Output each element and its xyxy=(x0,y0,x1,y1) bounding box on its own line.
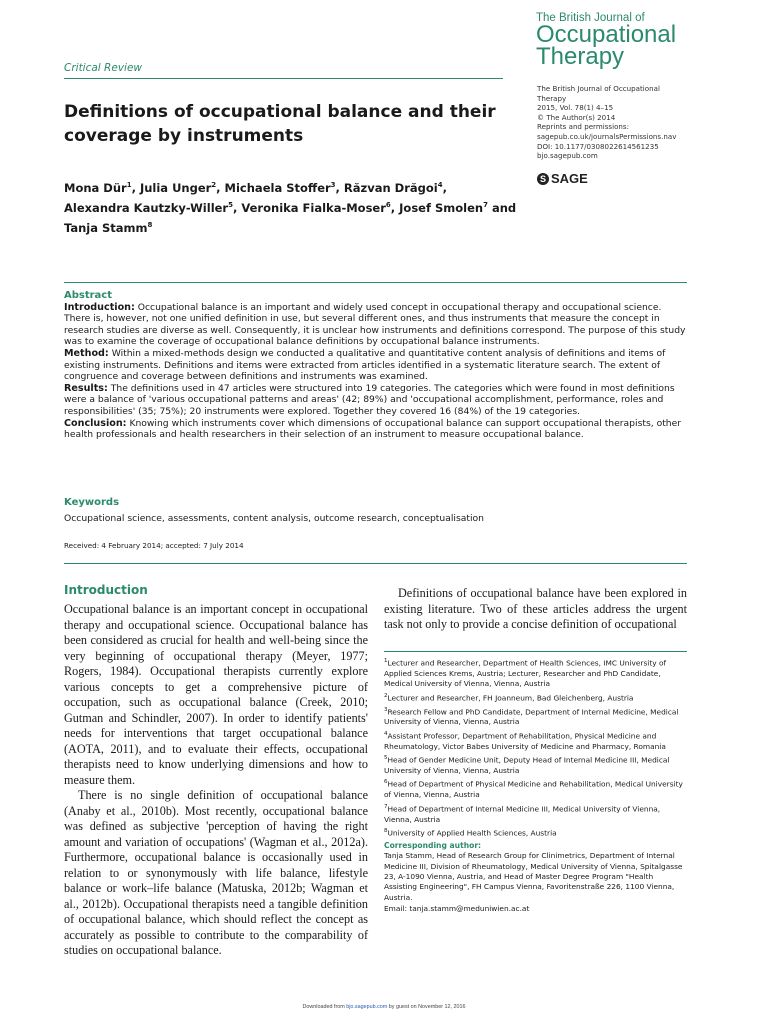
author-list: Mona Dür$^1$, Julia Unger$^2$, Michaela Stoffer$^3$, Răzvan Drăgoi$^4$, Alexandra Kautzky-Willer$^5$, Veronika Fialka-Moser$^6$, Josef Smolen$^7$ and Tanja Stamm$^8$ xyxy=(64,180,517,235)
author-and: and xyxy=(491,200,517,215)
affiliation xyxy=(384,656,688,690)
publisher-logo xyxy=(537,171,588,186)
body-paragraph: Occupational balance is an important concept in occupational therapy and occupational science. Occupational balance has been considered as crucial for health and well-being since the very beginning of occupational therapy (Meyer, 1977; Rogers, 1984). Occupational therapists currently explore various concepts to get a comprehensive picture of occupation, such as occupational balance (Creek, 2010; Gutman and Schindler, 2007). In order to identify patients' needs for interventions that target occupational balance (AOTA, 2011), and to evaluate their effects, occupational therapists need to know underlying dimensions and how to measure them. xyxy=(64,602,368,787)
affiliation-text: Lecturer and Researcher, Department of Health Sciences, IMC University of Applied Sciences Krems, Austria; Lecturer, Researcher and PhD Candidate, Medical University of Vienna, Vienna, Austria xyxy=(384,658,667,689)
author-name: Mona Dür xyxy=(64,180,127,195)
author-name: Michaela Stoffer xyxy=(224,180,331,195)
author-affiliation-mark: 7 xyxy=(483,200,488,209)
divider xyxy=(384,651,687,652)
author-affiliation-mark: 4 xyxy=(437,181,443,189)
affiliation-mark: 2 xyxy=(384,692,388,699)
author-affiliation-mark: 8 xyxy=(147,220,153,229)
download-footer xyxy=(0,1004,768,1010)
author-name: Tanja Stamm xyxy=(64,220,148,235)
affiliation xyxy=(384,691,688,704)
journal-meta-line: 2015, Vol. 78(1) 4–15 xyxy=(537,103,614,113)
abstract xyxy=(64,290,688,441)
abstract-label: Results: xyxy=(64,382,108,394)
author-affiliation-mark: 5 xyxy=(228,200,233,209)
divider xyxy=(64,563,687,564)
affiliation xyxy=(384,705,688,728)
affiliation-text: University of Applied Health Sciences, Austria xyxy=(387,828,557,838)
journal-logo-line3: Therapy xyxy=(536,43,625,70)
affiliation-text: Assistant Professor, Department of Rehabilitation, Physical Medicine and Rheumatology, Victor Babes University of Medicine and Pharmacy, Romania xyxy=(384,731,666,751)
journal-logo xyxy=(536,12,736,68)
journal-meta-line[interactable]: sagepub.co.uk/journalsPermissions.nav xyxy=(537,131,677,141)
abstract-text: Within a mixed-methods design we conducted a qualitative and quantitative content analysis of definitions and items of existing instruments. Definitions and items were extracted from articles identified in a systematic literature search. The extent of congruence and coverage between definitions and instruments was examined. xyxy=(64,347,666,383)
affiliation xyxy=(384,729,688,752)
abstract-text: Knowing which instruments cover which dimensions of occupational balance can support occupational therapists, other health professionals and health researchers in their selection of an instrument to measure occupational balance. xyxy=(64,417,682,441)
divider xyxy=(64,78,503,79)
abstract-section xyxy=(64,418,688,441)
journal-meta-line: Reprints and permissions: xyxy=(537,122,630,132)
affiliation-mark: 3 xyxy=(384,706,388,713)
body-paragraph: There is no single definition of occupational balance (Anaby et al., 2010b). Most recently, occupational balance was defined as subjective 'perception of having the right amount and variation of occupations' (Wagman et al., 2012a). Furthermore, occupational balance is occasionally used in relation to or synonymously with life balance, lifestyle balance or work–life balance (Matuska, 2012b; Wagman et al., 2012b). Occupational therapists need a tangible definition of occupational balance, which should reflect the concept as accurately as possible to contribute to the comparability of studies on occupational balance. xyxy=(64,788,368,957)
author-name: Alexandra Kautzky-Willer xyxy=(64,200,229,215)
introduction-heading: Introduction xyxy=(64,583,148,597)
article-title: Definitions of occupational balance and their coverage by instruments xyxy=(64,102,496,146)
received-dates: Received: 4 February 2014; accepted: 7 July 2014 xyxy=(64,541,244,550)
abstract-heading: Abstract xyxy=(64,290,113,301)
affiliation-text: Head of Department of Physical Medicine and Rehabilitation, Medical University of Vienna, Vienna, Austria xyxy=(384,779,683,800)
affiliation-mark: 1 xyxy=(384,658,388,664)
author-affiliation-mark: 2 xyxy=(211,181,217,189)
article-type: Critical Review xyxy=(64,62,142,74)
affiliation xyxy=(384,777,688,800)
abstract-label: Conclusion: xyxy=(64,417,127,429)
author-name: Răzvan Drăgoi xyxy=(343,180,438,195)
author-affiliation-mark: 6 xyxy=(385,200,391,209)
journal-meta xyxy=(537,84,727,161)
affiliations xyxy=(384,656,688,916)
affiliation-text: Lecturer and Researcher, FH Joanneum, Bad Gleichenberg, Austria xyxy=(387,693,634,703)
keywords-text: Occupational science, assessments, content analysis, outcome research, conceptualisation xyxy=(64,513,484,524)
publisher-name: SAGE xyxy=(551,171,588,186)
abstract-text: Occupational balance is an important and widely used concept in occupational therapy and occupational science. There is, however, not one unified definition in use, but several different ones, and thus instruments that measure the concept in research studies are diverse as well. Consequently, it is unclear how instruments and definitions correspond. The purpose of this study was to examine the coverage of occupational balance definitions by occupational balance instruments. xyxy=(64,301,686,348)
author-name: Julia Unger xyxy=(139,180,212,195)
affiliation-mark: 6 xyxy=(384,779,388,786)
corresponding-author-heading: Corresponding author: xyxy=(384,840,482,850)
affiliation-mark: 7 xyxy=(384,803,388,810)
abstract-text: The definitions used in 47 articles were structured into 19 categories. The categories which were found in most definitions were a balance of 'various occupational patterns and areas' (42; 89%) and 'occupational accomplishment, performance, roles and responsibilities' (35; 75%); 20 instruments were explored. Together they covered 16 (84%) of the 19 categories. xyxy=(64,382,675,417)
affiliation-mark: 5 xyxy=(384,755,388,762)
affiliation-mark: 8 xyxy=(384,827,388,834)
abstract-section xyxy=(64,348,688,383)
journal-meta-line[interactable]: bjo.sagepub.com xyxy=(537,151,598,161)
footer-suffix: by guest on November 12, 2016 xyxy=(388,1004,466,1010)
abstract-section xyxy=(64,383,688,418)
author-affiliation-mark: 1 xyxy=(126,181,132,189)
affiliation-mark: 4 xyxy=(384,730,388,737)
corresponding-author-email[interactable]: Email: tanja.stamm@meduniwien.ac.at xyxy=(384,904,530,914)
introduction-column-2 xyxy=(384,586,687,633)
keywords-heading: Keywords xyxy=(64,497,120,508)
author-name: Josef Smolen xyxy=(399,200,484,215)
body-paragraph: Definitions of occupational balance have been explored in existing literature. Two of these articles address the urgent task not only to provide a concise definition of occupational xyxy=(384,586,687,631)
affiliation-text: Head of Gender Medicine Unit, Deputy Head of Internal Medicine III, Medical University of Vienna, Vienna, Austria xyxy=(384,755,670,775)
journal-meta-line: Therapy xyxy=(537,93,567,103)
abstract-section xyxy=(64,302,688,348)
affiliation-text: Head of Department of Internal Medicine III, Medical University of Vienna, Vienna, Austria xyxy=(384,804,661,824)
abstract-label: Introduction: xyxy=(64,301,135,313)
journal-meta-line: DOI: 10.1177/0308022614561235 xyxy=(537,141,659,151)
footer-prefix: Downloaded from xyxy=(302,1004,345,1010)
journal-meta-line: The British Journal of Occupational xyxy=(537,84,660,93)
affiliation xyxy=(384,753,688,776)
divider xyxy=(64,282,687,283)
footer-link[interactable]: bjo.sagepub.com xyxy=(346,1004,388,1010)
affiliation xyxy=(384,802,688,825)
journal-meta-line: © The Author(s) 2014 xyxy=(537,112,616,122)
introduction-column-1 xyxy=(64,602,368,959)
affiliation-text: Research Fellow and PhD Candidate, Department of Internal Medicine, Medical University of Vienna, Vienna, Austria xyxy=(384,707,679,727)
author-name: Veronika Fialka-Moser xyxy=(241,200,386,215)
sage-icon: S xyxy=(537,173,549,185)
author-affiliation-mark: 3 xyxy=(330,181,336,189)
journal-logo-line1: The British Journal of xyxy=(536,12,645,24)
journal-logo-line2: Occupational xyxy=(536,21,677,48)
abstract-label: Method: xyxy=(64,347,109,359)
affiliation xyxy=(384,826,688,839)
corresponding-author-text: Tanja Stamm, Head of Research Group for Clinimetrics, Department of Internal Medicine III, Division of Rheumatology, Medical University of Vienna, Spitalgasse 23, A-1090 Vienna, Austria, and Head of Master Degree Program "Health Assisting Engineering", FH Campus Vienna, Favoritenstraße 226, 1100 Vienna, Austria. xyxy=(384,851,683,902)
